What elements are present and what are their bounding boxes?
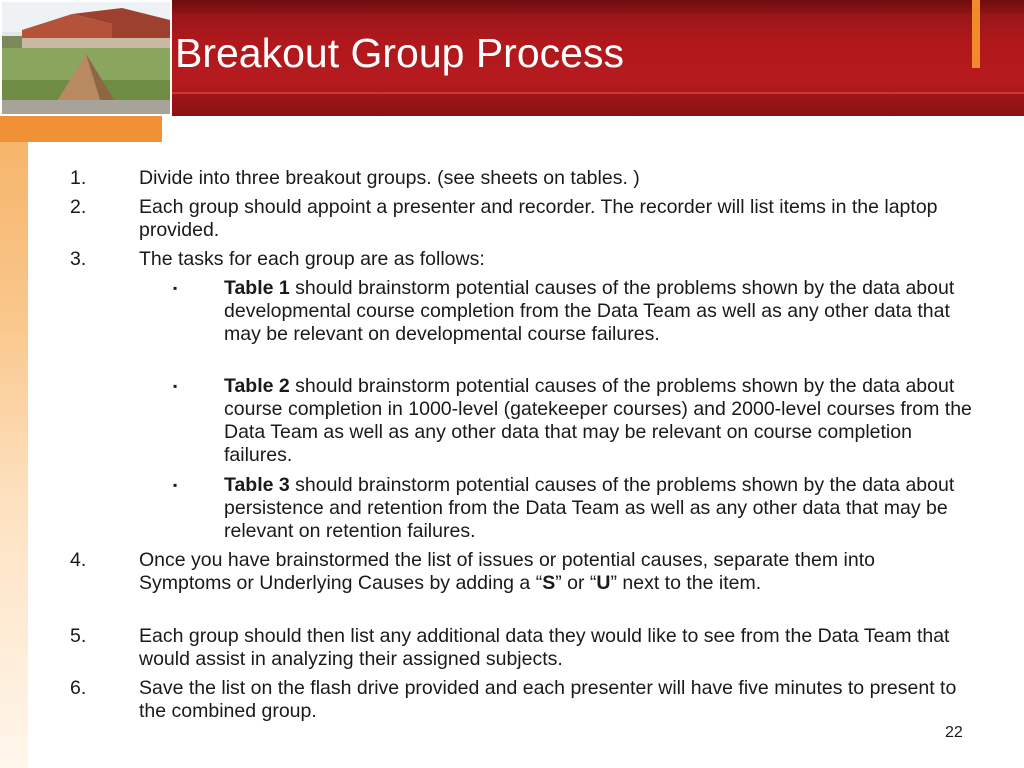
sub-list-item-text bbox=[224, 375, 974, 467]
sub-list-item-text bbox=[224, 277, 974, 346]
sub-list-item-body: should brainstorm potential causes of the problems shown by the data about persistence and retention from the Data Team as well as any other data that may be relevant on retention failures. bbox=[224, 474, 955, 542]
page-number: 22 bbox=[945, 724, 963, 741]
list-item-text: Each group should then list any additional data they would like to see from the Data Team that would assist in analyzing their assigned subjects. bbox=[139, 625, 950, 670]
square-bullet-icon: ▪ bbox=[173, 379, 178, 393]
list-item-text-after: ” next to the item. bbox=[610, 572, 762, 594]
list-item-number: 1. bbox=[70, 167, 87, 189]
list-item-text-before: Once you have brainstormed the list of issues or potential causes, separate them into Symptoms or Underlying Causes by adding a “ bbox=[139, 549, 875, 594]
table-label: Table 2 bbox=[224, 375, 290, 397]
sub-list-item-body: should brainstorm potential causes of the problems shown by the data about developmental course completion from the Data Team as well as any other data that may be relevant on developmental course failures. bbox=[224, 277, 955, 345]
slide-title: Breakout Group Process bbox=[175, 30, 624, 76]
list-item-text: Save the list on the flash drive provided and each presenter will have five minutes to present to the combined group. bbox=[139, 677, 957, 722]
list-item-number: 2. bbox=[70, 196, 87, 218]
sub-list-item-text bbox=[224, 474, 974, 543]
list-item-text-mid: ” or “ bbox=[555, 572, 597, 594]
square-bullet-icon: ▪ bbox=[173, 478, 178, 492]
table-label: Table 3 bbox=[224, 474, 290, 496]
list-item-text: Divide into three breakout groups. (see sheets on tables. ) bbox=[139, 167, 640, 189]
list-item-text bbox=[139, 549, 959, 595]
list-item-number: 4. bbox=[70, 549, 87, 571]
underlying-letter: U bbox=[596, 572, 611, 594]
list-item-text: The tasks for each group are as follows: bbox=[139, 248, 485, 270]
symptom-letter: S bbox=[542, 572, 556, 594]
list-item-number: 5. bbox=[70, 625, 87, 647]
table-label: Table 1 bbox=[224, 277, 290, 299]
list-item-text: Each group should appoint a presenter and recorder. The recorder will list items in the laptop provided. bbox=[139, 196, 938, 241]
list-item-number: 3. bbox=[70, 248, 87, 270]
square-bullet-icon: ▪ bbox=[173, 281, 178, 295]
sub-list-item-body: should brainstorm potential causes of the problems shown by the data about course completion in 1000-level (gatekeeper courses) and 2000-level courses from the Data Team as well as any other data that may be relevant on course completion failures. bbox=[224, 375, 972, 466]
list-item-number: 6. bbox=[70, 677, 87, 699]
